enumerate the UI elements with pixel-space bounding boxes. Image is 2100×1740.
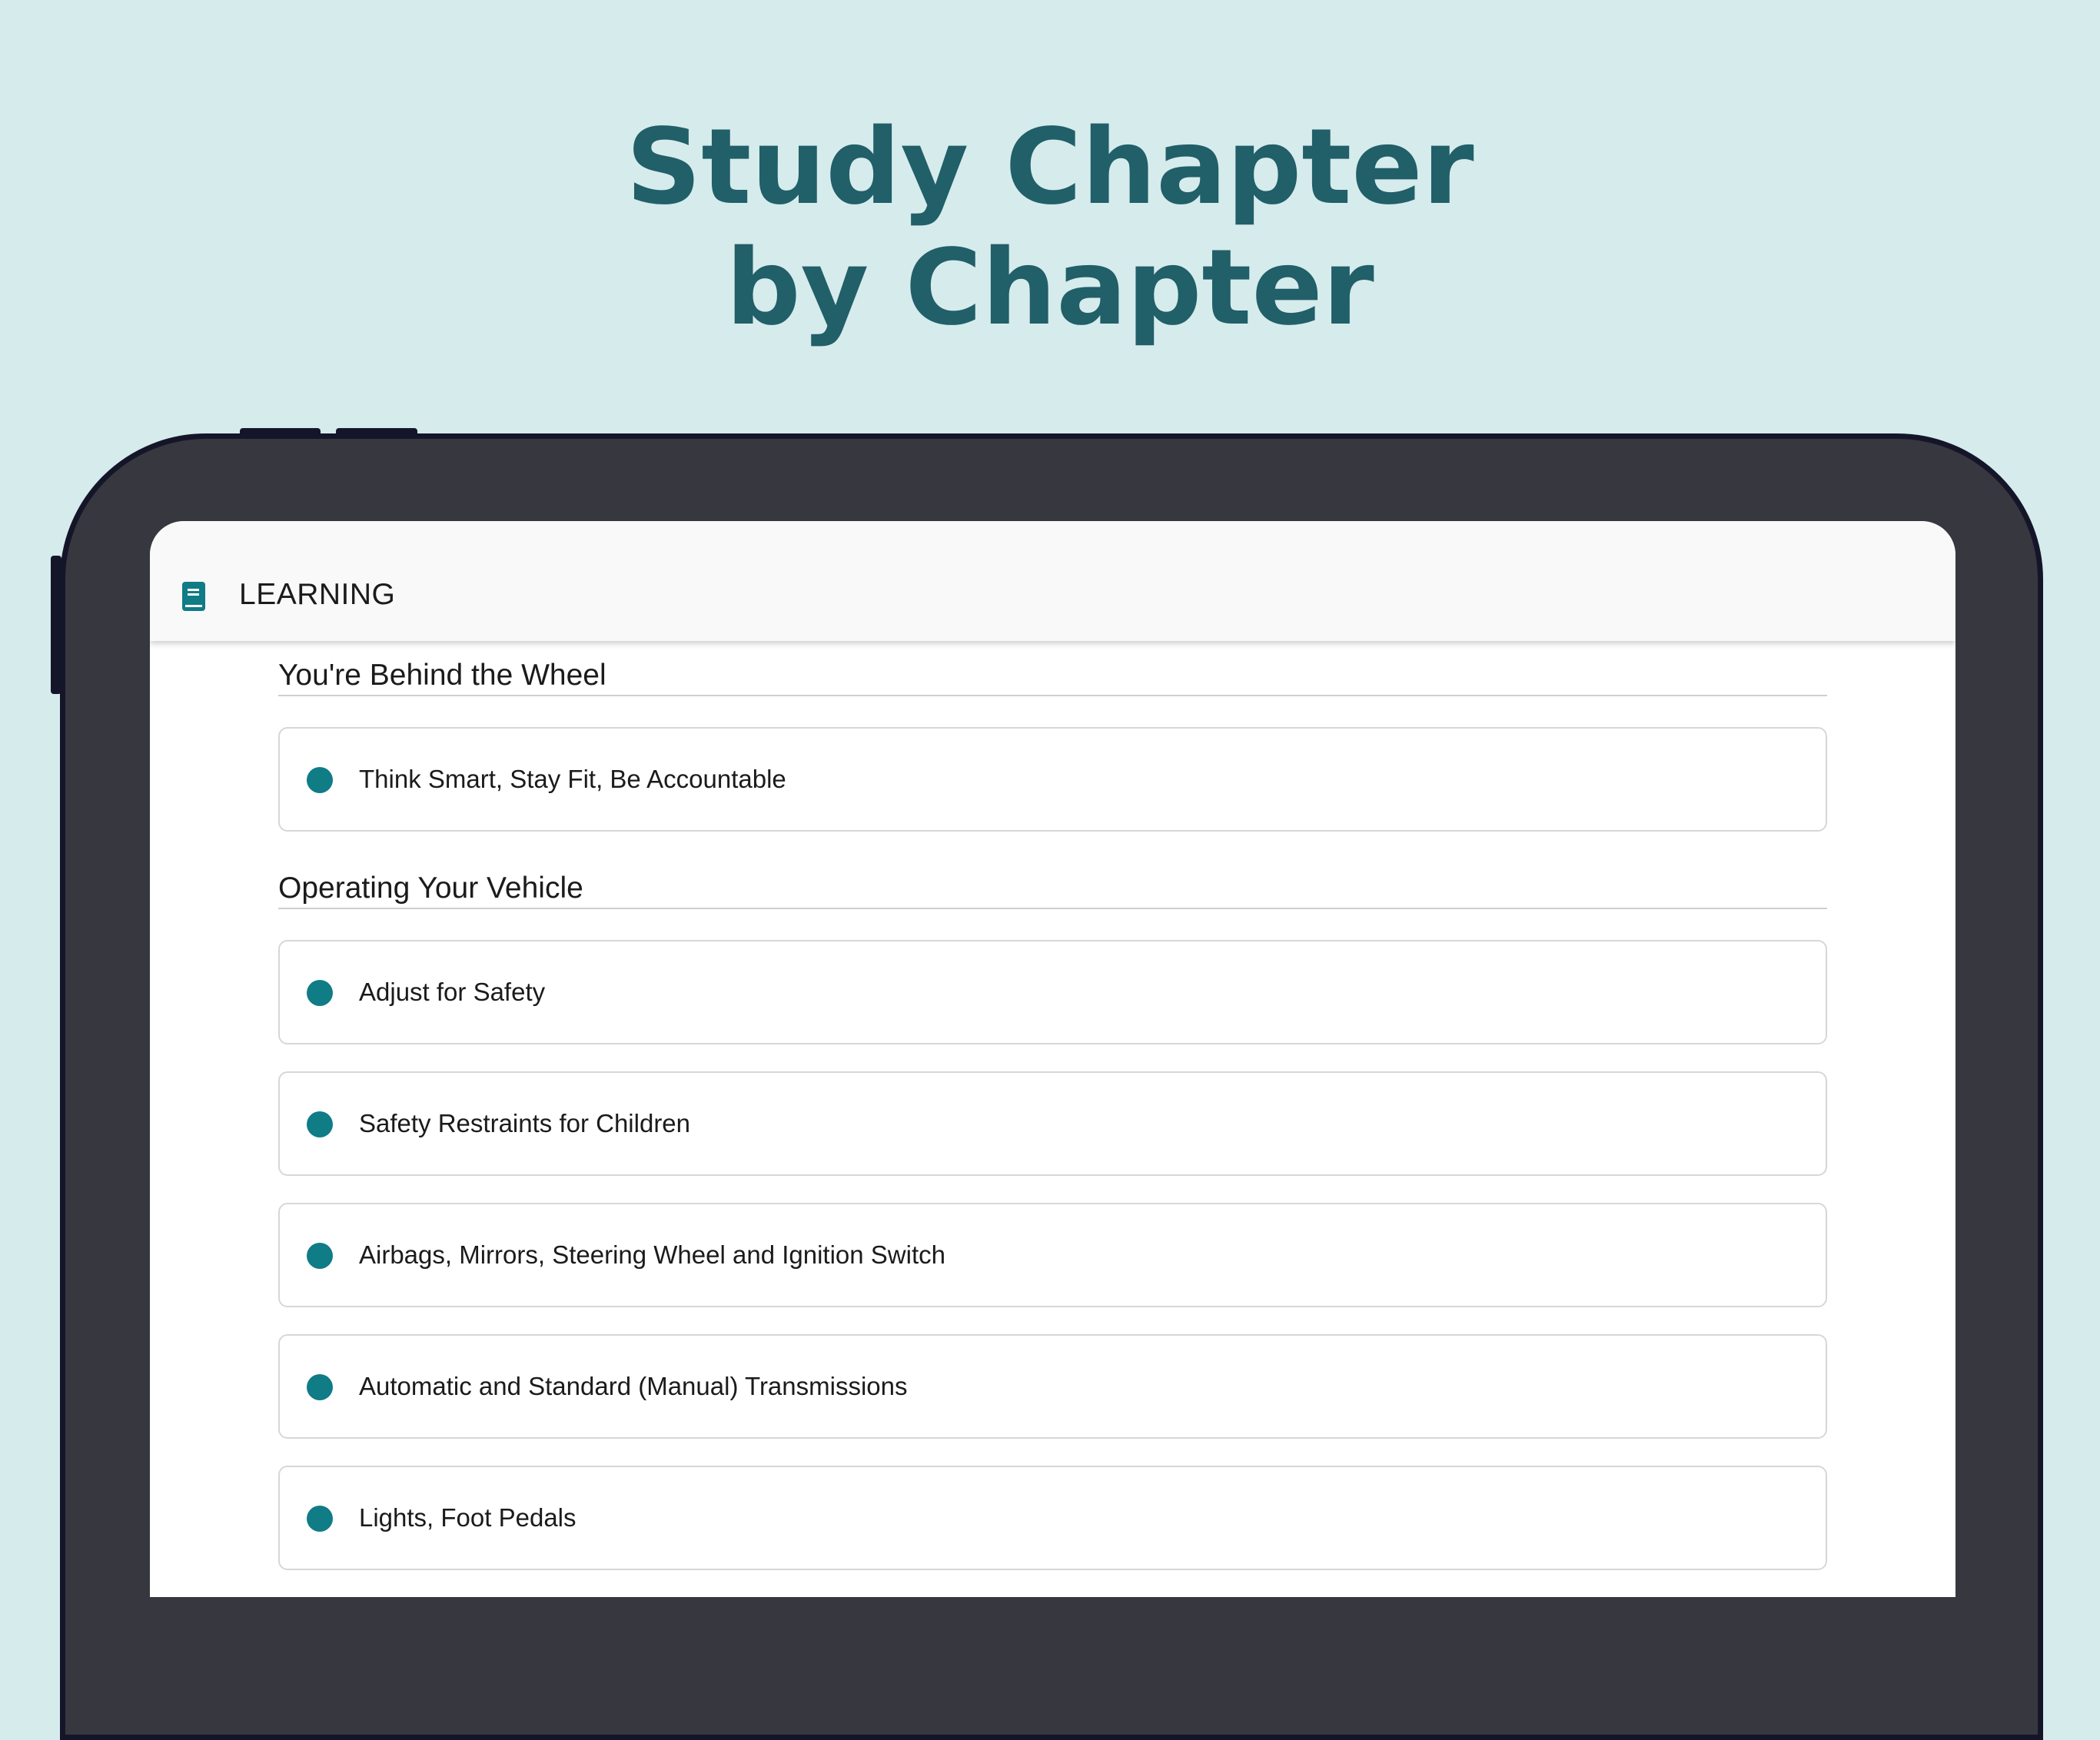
book-icon: [182, 582, 205, 611]
app-screen: [150, 521, 1955, 1597]
lesson-item[interactable]: [278, 1466, 1827, 1570]
lesson-item[interactable]: [278, 940, 1827, 1044]
lesson-status-dot: [307, 767, 333, 793]
lesson-label: Safety Restraints for Children: [359, 1109, 691, 1137]
promo-headline: [0, 108, 2100, 349]
section-header: [278, 869, 1827, 909]
lesson-item[interactable]: [278, 1334, 1827, 1439]
lesson-status-dot: [307, 1506, 333, 1532]
lesson-item[interactable]: [278, 727, 1827, 832]
lesson-status-dot: [307, 1374, 333, 1400]
lesson-label: Automatic and Standard (Manual) Transmissions: [359, 1372, 908, 1400]
section-header: [278, 656, 1827, 696]
headline-line-1: Study Chapter: [626, 107, 1474, 228]
lesson-item[interactable]: [278, 1203, 1827, 1307]
lesson-label: Airbags, Mirrors, Steering Wheel and Ignition Switch: [359, 1240, 945, 1269]
lesson-label: Adjust for Safety: [359, 978, 546, 1006]
lesson-label: Think Smart, Stay Fit, Be Accountable: [359, 765, 786, 793]
lesson-status-dot: [307, 1111, 333, 1137]
lesson-label: Lights, Foot Pedals: [359, 1503, 577, 1532]
lesson-status-dot: [307, 1243, 333, 1269]
lesson-status-dot: [307, 980, 333, 1006]
app-bar: [150, 521, 1955, 641]
headline-line-2: by Chapter: [726, 227, 1374, 349]
lesson-item[interactable]: [278, 1071, 1827, 1176]
app-bar-title: LEARNING: [239, 578, 396, 611]
section-title: Operating Your Vehicle: [278, 872, 583, 905]
section-title: You're Behind the Wheel: [278, 659, 606, 692]
